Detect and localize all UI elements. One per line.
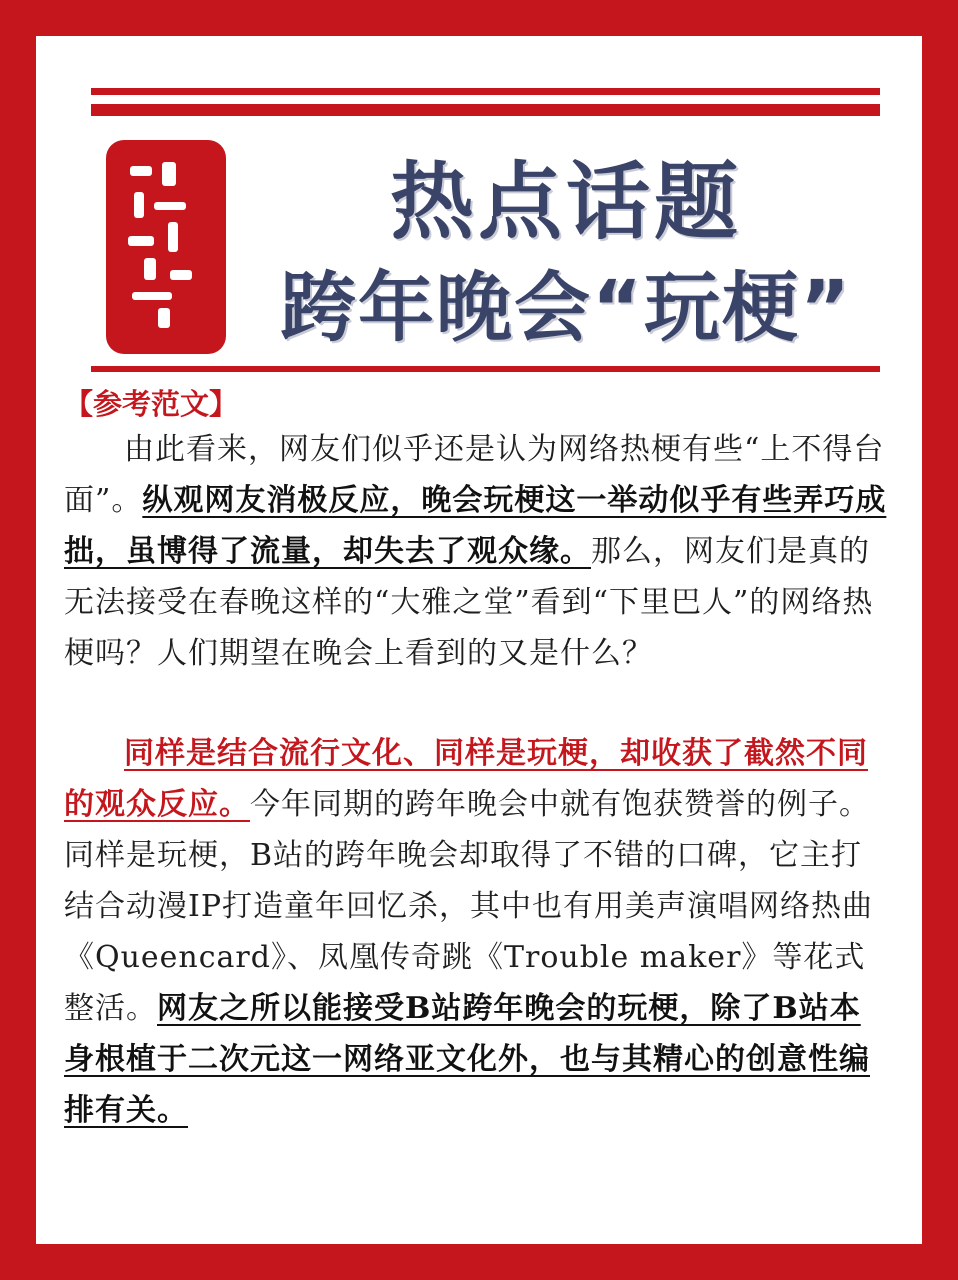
article-body	[64, 424, 890, 1185]
paragraph-1-text: 由此看来，网友们似乎还是认为网络热梗有些“上不得台面”。	[64, 432, 885, 518]
headline	[236, 148, 896, 360]
top-rule-thin	[91, 88, 880, 95]
title-bottom-rule	[91, 366, 880, 372]
paragraph-2-text: 今年同期的跨年晚会中就有饱获赞誉的例子。同样是玩梗，B站的跨年晚会却取得了不错的口碑，它主打结合动漫IP打造童年回忆杀，其中也有用美声演唱网络热曲《Queencard》、凤凰传奇跳《Trouble maker》等花式整活。	[64, 787, 874, 1026]
paragraph-2-red-highlight: 同样是结合流行文化、同样是玩梗，却收获了截然不同的观众反应。	[64, 736, 868, 822]
page-card	[36, 36, 922, 1244]
section-label: 【参考范文】	[64, 387, 239, 421]
paragraph-1-highlight: 纵观网友消极反应，晚会玩梗这一举动似乎有些弄巧成拙，虽博得了流量，却失去了观众缘。	[64, 483, 887, 569]
headline-line-2: 跨年晚会“玩梗”	[280, 263, 852, 352]
paragraph-2-highlight: 网友之所以能接受B站跨年晚会的玩梗，除了B站本身根植于二次元这一网络亚文化外，也与其精心的创意性编排有关。	[64, 991, 870, 1128]
seal-stamp-icon	[106, 140, 226, 354]
paragraph-1-text-end: 那么，网友们是真的无法接受在春晚这样的“大雅之堂”看到“下里巴人”的网络热梗吗？人们期望在晚会上看到的又是什么？	[64, 534, 874, 671]
paragraph-1	[64, 424, 890, 679]
top-rule-thick	[91, 104, 880, 116]
headline-line-1: 热点话题	[389, 153, 742, 251]
paragraph-2	[64, 728, 890, 1136]
